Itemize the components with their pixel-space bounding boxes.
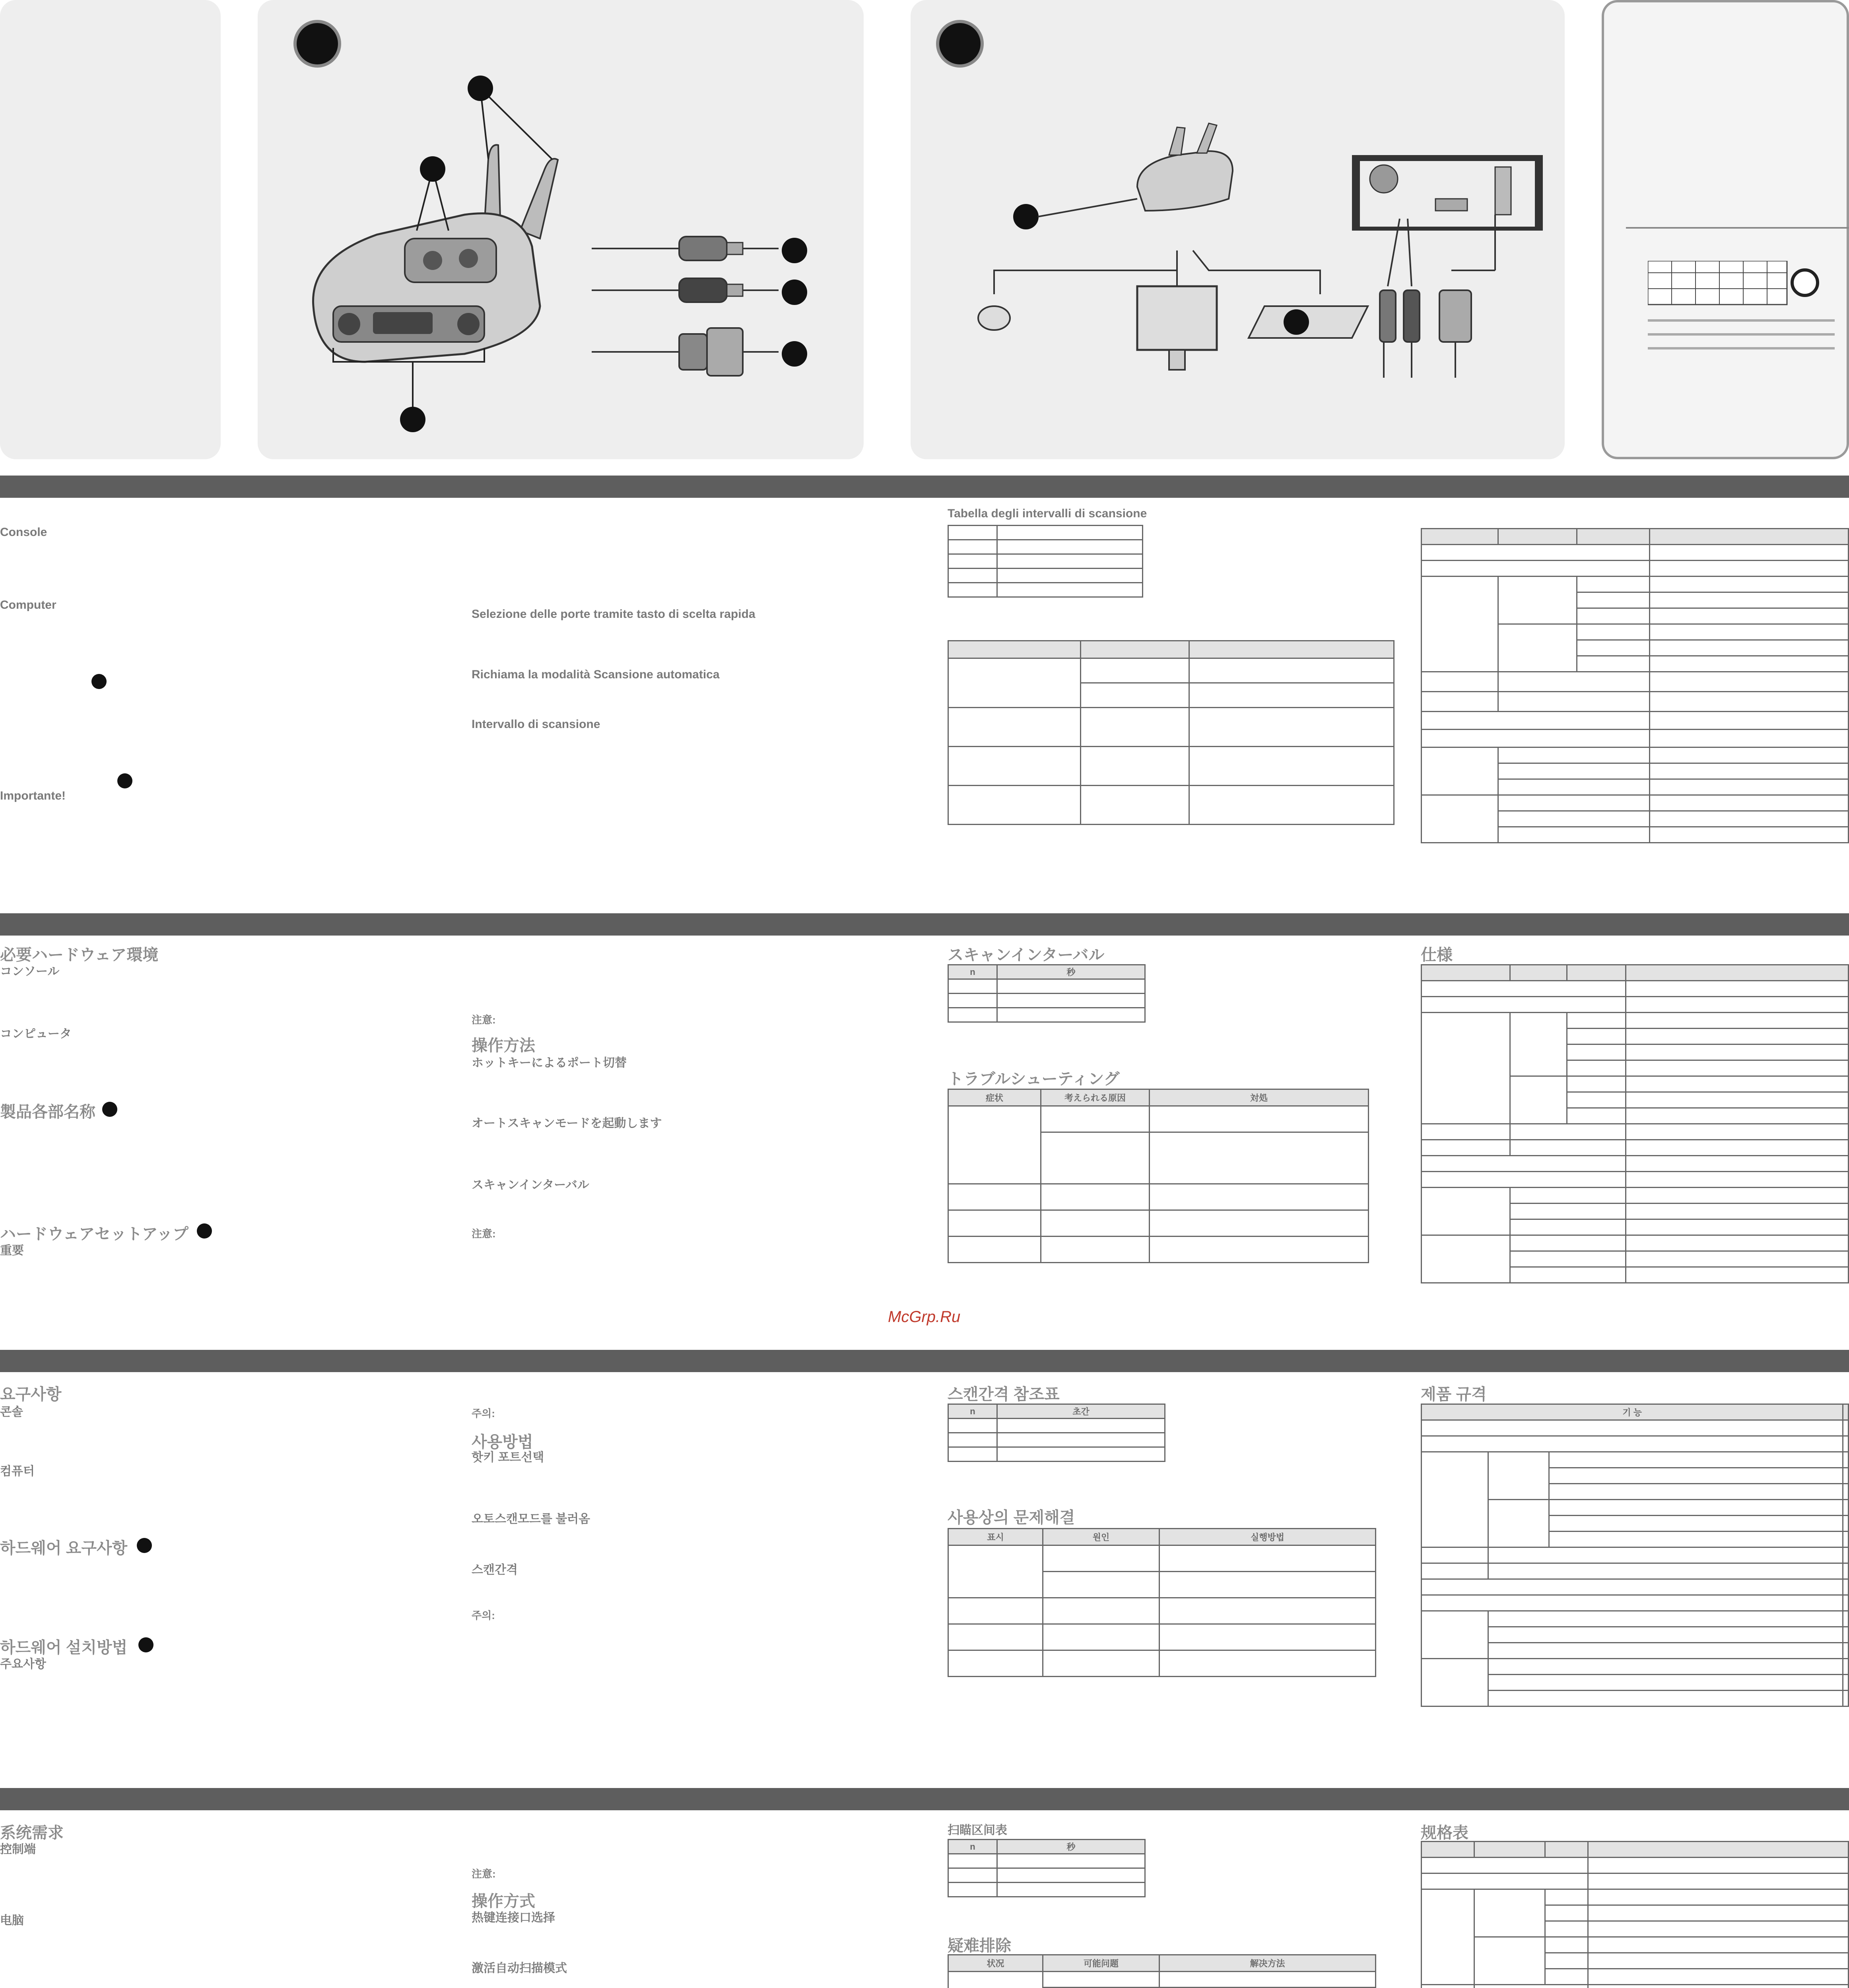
troubleshooting-title: 疑难排除 [948,1937,1011,1955]
watermark: McGrp.Ru [888,1308,961,1326]
heading-console: コンソール [0,965,60,978]
col-cause: 考えられる原因 [1041,1089,1150,1106]
hazardous-substance-table [1648,261,1847,356]
troubleshooting-table [948,1954,1376,1988]
scan-table-title: Tabella degli intervalli di scansione [948,507,1147,520]
specification-table [1421,964,1849,1283]
heading-hardware-setup: ハードウェアセットアップ [0,1225,188,1243]
panel-hardware-review [258,0,864,459]
specification-title: 仕様 [1421,946,1453,964]
col-seconds: 秒 [997,965,1145,979]
heading-hotkey: Selezione delle porte tramite tasto di scelta rapida [472,608,756,621]
note-label: 注意: [472,1014,496,1026]
heading-hotkey: ホットキーによるポート切替 [472,1056,627,1070]
note-label: 주의: [472,1408,495,1419]
heading-parts: 製品各部名称 [0,1103,95,1121]
step-number-badge [936,20,984,68]
heading-hotkey: 热键连接口选择 [472,1911,555,1924]
scan-table-title: 扫瞄区间表 [948,1824,1007,1837]
specification-table [1421,528,1849,843]
panel-hardware-installation [911,0,1565,459]
col-symptom: 症状 [948,1089,1041,1106]
heading-computer: 电脑 [0,1914,24,1927]
heading-requirements: 必要ハードウェア環境 [0,946,159,964]
col-symptom: 状况 [948,1955,1043,1972]
scan-table-title: 스캔간격 참조표 [948,1386,1060,1403]
heading-scan-interval: 스캔간격 [472,1563,518,1576]
scan-interval-table [948,1839,1146,1897]
col-cause: 可能问题 [1043,1955,1160,1972]
specification-title: 제품 규격 [1421,1386,1487,1403]
heading-scan-interval: スキャンインターバル [472,1178,589,1192]
heading-hardware-setup: 하드웨어 설치방법 [0,1639,128,1656]
section-band-simplified-chinese [0,1788,1849,1810]
heading-scan-interval: Intervallo di scansione [472,718,600,731]
heading-requirements: 系统需求 [0,1824,64,1842]
specification-title: 规格表 [1421,1824,1468,1842]
heading-autoscan: オートスキャンモードを起動します [472,1117,662,1130]
step-dot [117,773,132,788]
heading-autoscan: 激活自动扫描模式 [472,1962,567,1975]
scan-interval-table [948,1404,1165,1462]
step-dot [137,1538,152,1553]
heading-console: Console [0,526,47,539]
troubleshooting-table [948,640,1395,825]
troubleshooting-table [948,1528,1376,1677]
step-dot [138,1637,153,1652]
col-symptom: 표시 [948,1529,1043,1545]
heading-operation: 操作方法 [472,1037,535,1054]
note-label: 注意: [472,1868,496,1880]
section-band-japanese [0,913,1849,936]
section-band-italian [0,476,1849,498]
heading-autoscan: Richiama la modalità Scansione automatica [472,668,720,681]
heading-hardware-requirements: 하드웨어 요구사항 [0,1540,128,1557]
col-seconds: 초간 [997,1404,1165,1419]
heading-console: 콘솔 [0,1406,23,1419]
installation-illustration [970,119,1547,398]
scan-table-title: スキャンインターバル [948,946,1105,964]
step-dot [102,1102,117,1117]
heading-autoscan: 오토스캔모드를 불러옴 [472,1512,590,1526]
troubleshooting-table [948,1089,1369,1263]
col-function: 기 능 [1422,1404,1843,1420]
heading-hardware-check [0,1986,64,1988]
heading-console: 控制端 [0,1843,36,1856]
heading-hotkey: 핫키 포트선택 [472,1451,544,1464]
col-action: 対処 [1150,1089,1369,1106]
heading-requirements: 요구사항 [0,1386,62,1403]
col-action: 실행방법 [1160,1529,1376,1545]
step-dot [197,1223,212,1239]
col-n: n [948,965,997,979]
heading-computer: コンピュータ [0,1027,72,1041]
heading-computer: 컴퓨터 [0,1465,35,1478]
col-seconds: 秒 [997,1840,1145,1854]
specification-table [1421,1404,1849,1707]
section-band-korean [0,1350,1849,1372]
panel-blank-left [0,0,221,459]
heading-operation: 操作方式 [472,1893,535,1910]
troubleshooting-title: トラブルシューティング [948,1070,1120,1088]
col-n: n [948,1840,997,1854]
kvm-switch-illustration [297,60,854,441]
col-action: 解决方法 [1160,1955,1376,1972]
troubleshooting-title: 사용상의 문제해결 [948,1509,1075,1526]
specification-table [1421,1841,1849,1988]
heading-important: 重要 [0,1244,24,1257]
divider [1626,227,1849,229]
heading-operation: 사용방법 [472,1433,533,1451]
heading-important: 주요사항 [0,1658,46,1671]
scan-interval-table [948,525,1143,598]
note-label: 주의: [472,1609,495,1621]
col-n: n [948,1404,997,1419]
note-label: 注意: [472,1228,496,1240]
col-cause: 원인 [1043,1529,1160,1545]
heading-computer: Computer [0,598,56,612]
scan-interval-table [948,964,1146,1023]
step-dot [91,674,107,689]
panel-compliance [1602,0,1849,459]
heading-important: Importante! [0,789,66,802]
